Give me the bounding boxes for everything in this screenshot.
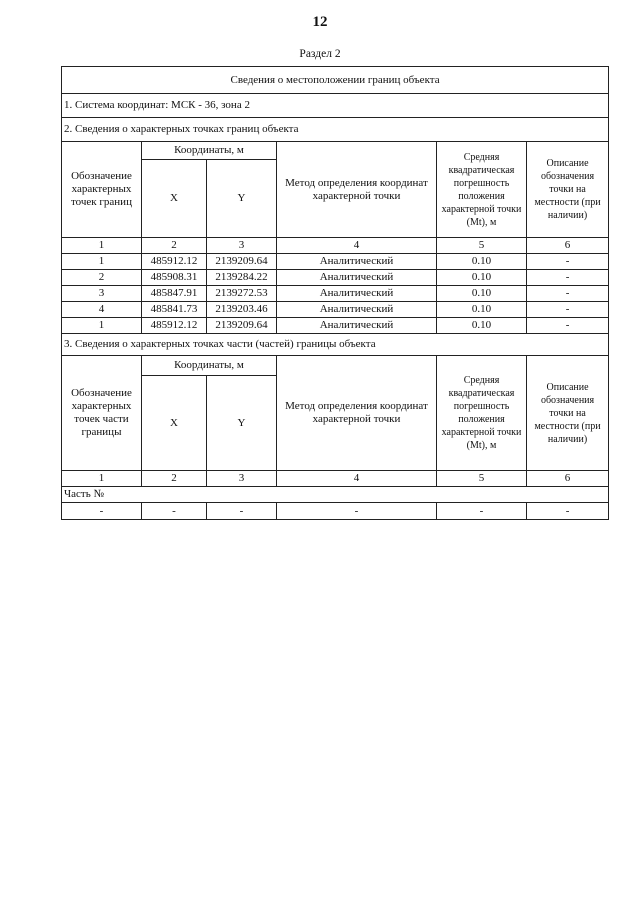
- point-description: -: [527, 302, 609, 318]
- section2-header-row: [62, 142, 609, 160]
- section2-title: 2. Сведения о характерных точках границ объекта: [62, 118, 609, 142]
- method: Аналитический: [277, 302, 437, 318]
- header-method: Метод определения координат характерной точки: [277, 142, 437, 238]
- column-number: 1: [62, 238, 142, 254]
- mean-error: 0.10: [437, 270, 527, 286]
- header-description: Описание обозначения точки на местности (при наличии): [527, 142, 609, 238]
- section3-column-numbers-row: [62, 471, 609, 487]
- y-coordinate: 2139209.64: [207, 254, 277, 270]
- mean-error: 0.10: [437, 318, 527, 334]
- section3-header-row: [62, 356, 609, 376]
- header-error: Средняя квадратическая погрешность положения характерной точки (Mt), м: [437, 356, 527, 471]
- section2-title-row: [62, 118, 609, 142]
- section2-column-numbers-row: [62, 238, 609, 254]
- x-coordinate: 485912.12: [142, 318, 207, 334]
- section3-title: 3. Сведения о характерных точках части (частей) границы объекта: [62, 334, 609, 356]
- header-y: Y: [207, 160, 277, 238]
- header-designation: Обозначение характерных точек границ: [62, 142, 142, 238]
- point-designation: 4: [62, 302, 142, 318]
- table-row: [62, 286, 609, 302]
- table-row: [62, 270, 609, 286]
- header-x: X: [142, 160, 207, 238]
- header-x: X: [142, 376, 207, 471]
- column-number: 4: [277, 471, 437, 487]
- header-designation: Обозначение характерных точек части границы: [62, 356, 142, 471]
- point-designation: 1: [62, 318, 142, 334]
- mean-error: 0.10: [437, 286, 527, 302]
- point-description: -: [527, 286, 609, 302]
- table-row: [62, 254, 609, 270]
- header-coordinates: Координаты, м: [142, 142, 277, 160]
- method: -: [277, 503, 437, 520]
- y-coordinate: -: [207, 503, 277, 520]
- table-row: [62, 318, 609, 334]
- table-title: Сведения о местоположении границ объекта: [62, 67, 609, 94]
- table-row: [62, 503, 609, 520]
- method: Аналитический: [277, 254, 437, 270]
- header-method: Метод определения координат характерной точки: [277, 356, 437, 471]
- y-coordinate: 2139209.64: [207, 318, 277, 334]
- part-row: [62, 487, 609, 503]
- x-coordinate: 485841.73: [142, 302, 207, 318]
- column-number: 2: [142, 238, 207, 254]
- y-coordinate: 2139203.46: [207, 302, 277, 318]
- header-coordinates: Координаты, м: [142, 356, 277, 376]
- boundary-table: [61, 66, 609, 520]
- method: Аналитический: [277, 270, 437, 286]
- y-coordinate: 2139272.53: [207, 286, 277, 302]
- column-number: 3: [207, 238, 277, 254]
- section3-title-row: [62, 334, 609, 356]
- method: Аналитический: [277, 286, 437, 302]
- point-description: -: [527, 254, 609, 270]
- x-coordinate: 485847.91: [142, 286, 207, 302]
- header-error: Средняя квадратическая погрешность положения характерной точки (Mt), м: [437, 142, 527, 238]
- column-number: 5: [437, 238, 527, 254]
- mean-error: 0.10: [437, 254, 527, 270]
- column-number: 5: [437, 471, 527, 487]
- column-number: 6: [527, 238, 609, 254]
- x-coordinate: 485908.31: [142, 270, 207, 286]
- mean-error: 0.10: [437, 302, 527, 318]
- header-description: Описание обозначения точки на местности (при наличии): [527, 356, 609, 471]
- point-designation: 3: [62, 286, 142, 302]
- column-number: 4: [277, 238, 437, 254]
- y-coordinate: 2139284.22: [207, 270, 277, 286]
- table-row: [62, 302, 609, 318]
- part-label: Часть №: [62, 487, 609, 503]
- page-number: 12: [312, 14, 328, 30]
- table-title-row: [62, 67, 609, 94]
- coordinate-system-row: [62, 94, 609, 118]
- mean-error: -: [437, 503, 527, 520]
- method: Аналитический: [277, 318, 437, 334]
- point-description: -: [527, 318, 609, 334]
- point-designation: 1: [62, 254, 142, 270]
- column-number: 2: [142, 471, 207, 487]
- point-description: -: [527, 503, 609, 520]
- point-description: -: [527, 270, 609, 286]
- point-designation: -: [62, 503, 142, 520]
- section-label: Раздел 2: [299, 48, 341, 60]
- x-coordinate: -: [142, 503, 207, 520]
- column-number: 1: [62, 471, 142, 487]
- x-coordinate: 485912.12: [142, 254, 207, 270]
- point-designation: 2: [62, 270, 142, 286]
- coordinate-system: 1. Система координат: МСК - 36, зона 2: [62, 94, 609, 118]
- column-number: 3: [207, 471, 277, 487]
- header-y: Y: [207, 376, 277, 471]
- column-number: 6: [527, 471, 609, 487]
